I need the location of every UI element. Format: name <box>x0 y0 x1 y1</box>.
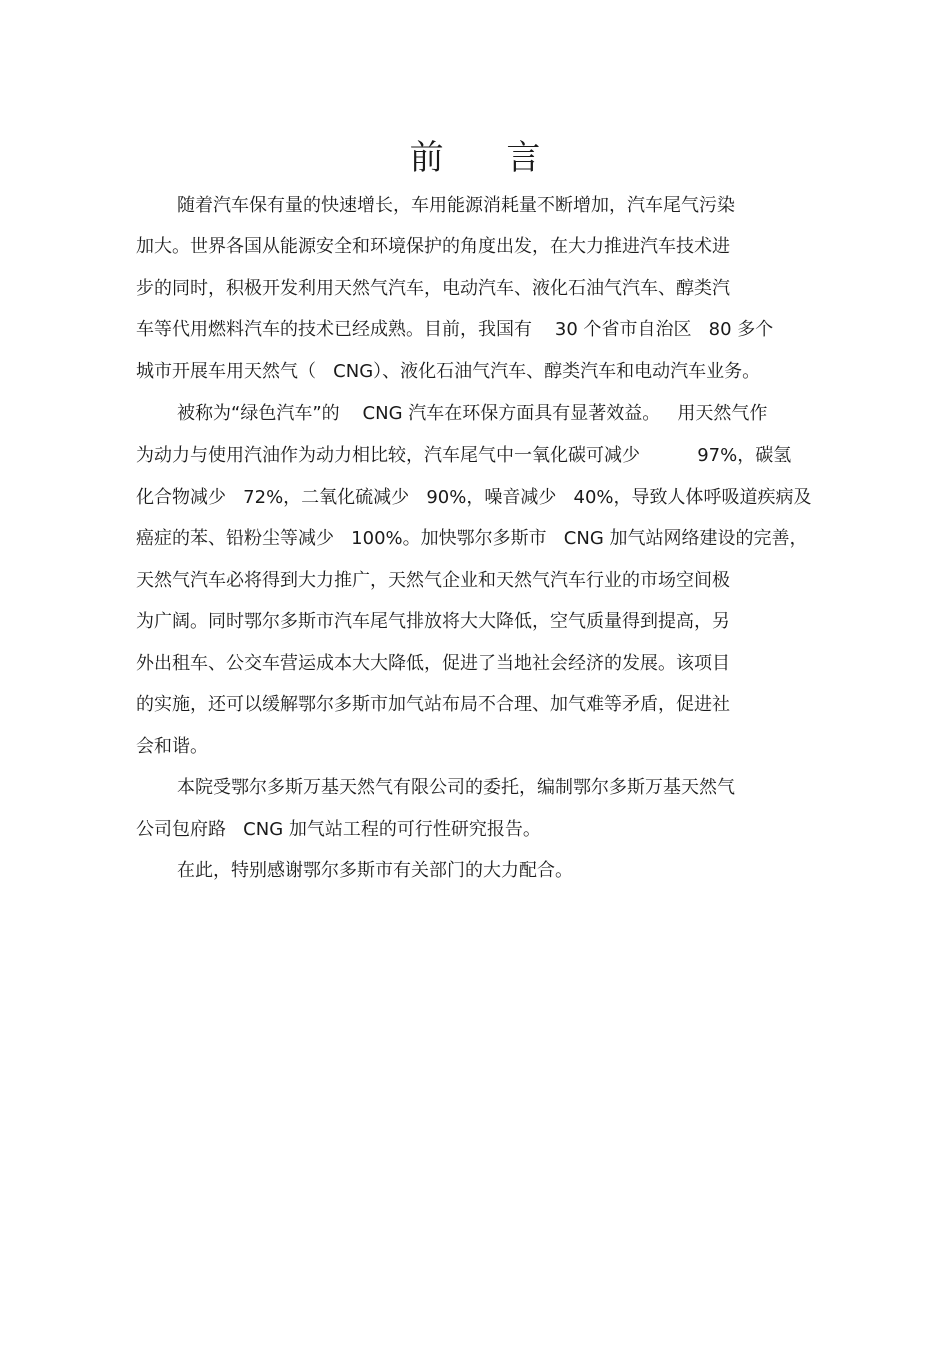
paragraph-line: 为广阔。同时鄂尔多斯市汽车尾气排放将大大降低，空气质量得到提高，另 <box>136 611 730 632</box>
paragraph-line: 化合物减少 72%，二氧化硫减少 90%，噪音减少 40%，导致人体呼吸道疾病及 <box>136 487 812 508</box>
paragraph-line: 天然气汽车必将得到大力推广，天然气企业和天然气汽车行业的市场空间极 <box>136 570 730 591</box>
page-title: 前 言 <box>409 138 567 178</box>
paragraph-line: 本院受鄂尔多斯万基天然气有限公司的委托，编制鄂尔多斯万基天然气 <box>177 777 735 798</box>
paragraph-line: 步的同时，积极开发利用天然气汽车，电动汽车、液化石油气汽车、醇类汽 <box>136 278 730 299</box>
paragraph-line: 的实施，还可以缓解鄂尔多斯市加气站布局不合理、加气难等矛盾，促进社 <box>136 694 730 715</box>
paragraph-line: 为动力与使用汽油作为动力相比较，汽车尾气中一氧化碳可减少 97%，碳氢 <box>136 445 792 466</box>
paragraph-line: 在此，特别感谢鄂尔多斯市有关部门的大力配合。 <box>177 860 573 881</box>
paragraph-line: 癌症的苯、铅粉尘等减少 100%。加快鄂尔多斯市 CNG 加气站网络建设的完善， <box>136 528 808 549</box>
paragraph-line: 加大。世界各国从能源安全和环境保护的角度出发，在大力推进汽车技术进 <box>136 236 730 257</box>
paragraph-line: 外出租车、公交车营运成本大大降低，促进了当地社会经济的发展。该项目 <box>136 653 730 674</box>
paragraph-line: 被称为“绿色汽车”的 CNG 汽车在环保方面具有显著效益。 用天然气作 <box>177 403 768 424</box>
paragraph-line: 随着汽车保有量的快速增长，车用能源消耗量不断增加，汽车尾气污染 <box>177 195 735 216</box>
paragraph-line: 车等代用燃料汽车的技术已经成熟。目前，我国有 30 个省市自治区 80 多个 <box>136 319 774 340</box>
paragraph-line: 会和谐。 <box>136 736 208 757</box>
paragraph-line: 公司包府路 CNG 加气站工程的可行性研究报告。 <box>136 819 541 840</box>
paragraph-line: 城市开展车用天然气（ CNG）、液化石油气汽车、醇类汽车和电动汽车业务。 <box>136 361 761 382</box>
